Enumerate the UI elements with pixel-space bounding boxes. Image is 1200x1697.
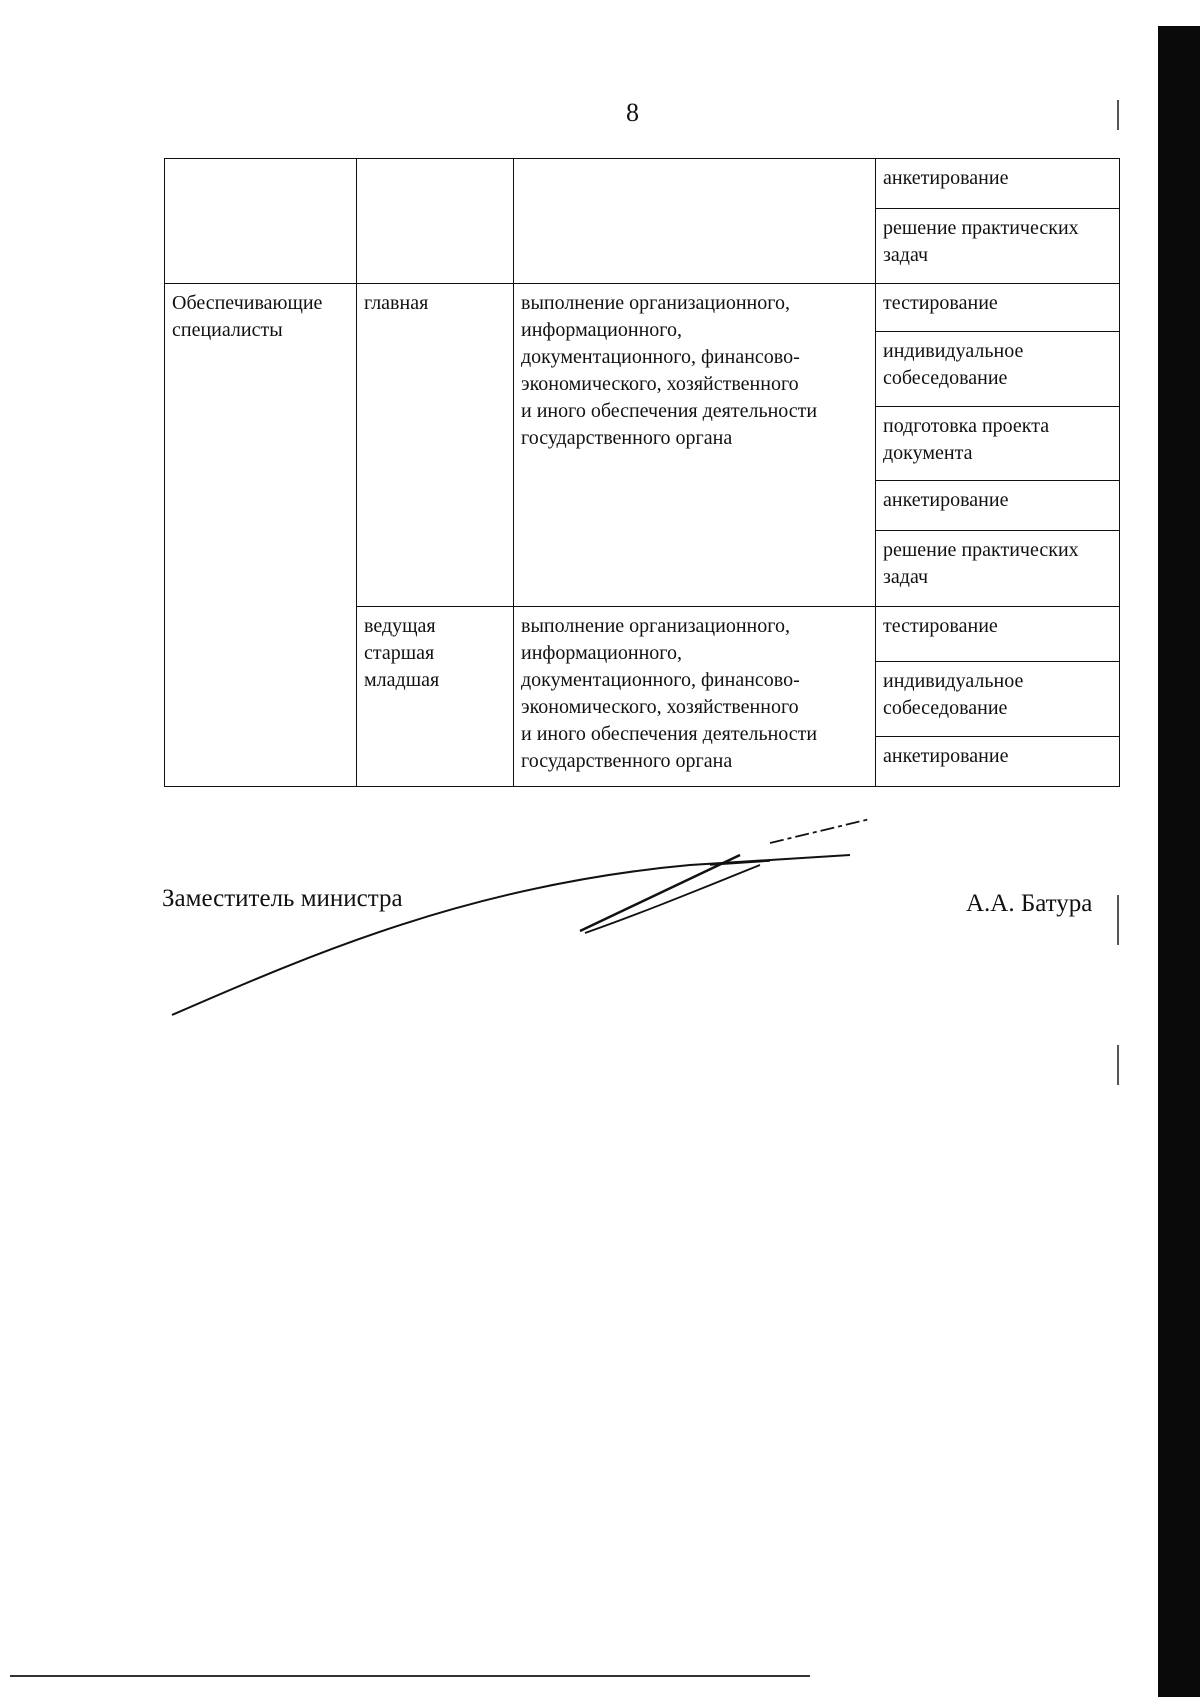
method-cell: решение практических задач [876, 209, 1120, 284]
scan-edge-bar [1158, 26, 1200, 1697]
table-cell-empty [357, 159, 514, 284]
scan-edge-mark [1117, 100, 1119, 130]
scan-edge-mark [1117, 895, 1119, 945]
qualification-table [164, 158, 1120, 787]
method-cell: тестирование [876, 607, 1120, 662]
page-number: 8 [626, 98, 639, 127]
description-cell: выполнение организационного, информационного, документационного, финансово- экономического, хозяйственного и иного обеспечения деятельности государственного органа [514, 607, 876, 787]
scan-edge-mark [1117, 1045, 1119, 1085]
bottom-rule [10, 1675, 810, 1677]
method-cell: анкетирование [876, 481, 1120, 531]
signatory-position: Заместитель министра [162, 885, 403, 912]
table-cell-empty [514, 159, 876, 284]
table-cell-empty [165, 159, 357, 284]
method-cell: индивидуальное собеседование [876, 662, 1120, 737]
level-cell: главная [357, 284, 514, 607]
method-cell: анкетирование [876, 159, 1120, 209]
handwritten-signature [170, 815, 890, 1035]
method-cell: решение практических задач [876, 531, 1120, 607]
method-cell: подготовка проекта документа [876, 407, 1120, 481]
method-cell: индивидуальное собеседование [876, 332, 1120, 407]
category-cell: Обеспечивающие специалисты [165, 284, 357, 787]
description-cell: выполнение организационного, информационного, документационного, финансово- экономического, хозяйственного и иного обеспечения деятельности государственного органа [514, 284, 876, 607]
table-row [165, 159, 1120, 209]
signatory-name: А.А. Батура [966, 890, 1093, 917]
method-cell: тестирование [876, 284, 1120, 332]
level-cell: ведущая старшая младшая [357, 607, 514, 787]
method-cell: анкетирование [876, 737, 1120, 787]
table-row [165, 284, 1120, 332]
